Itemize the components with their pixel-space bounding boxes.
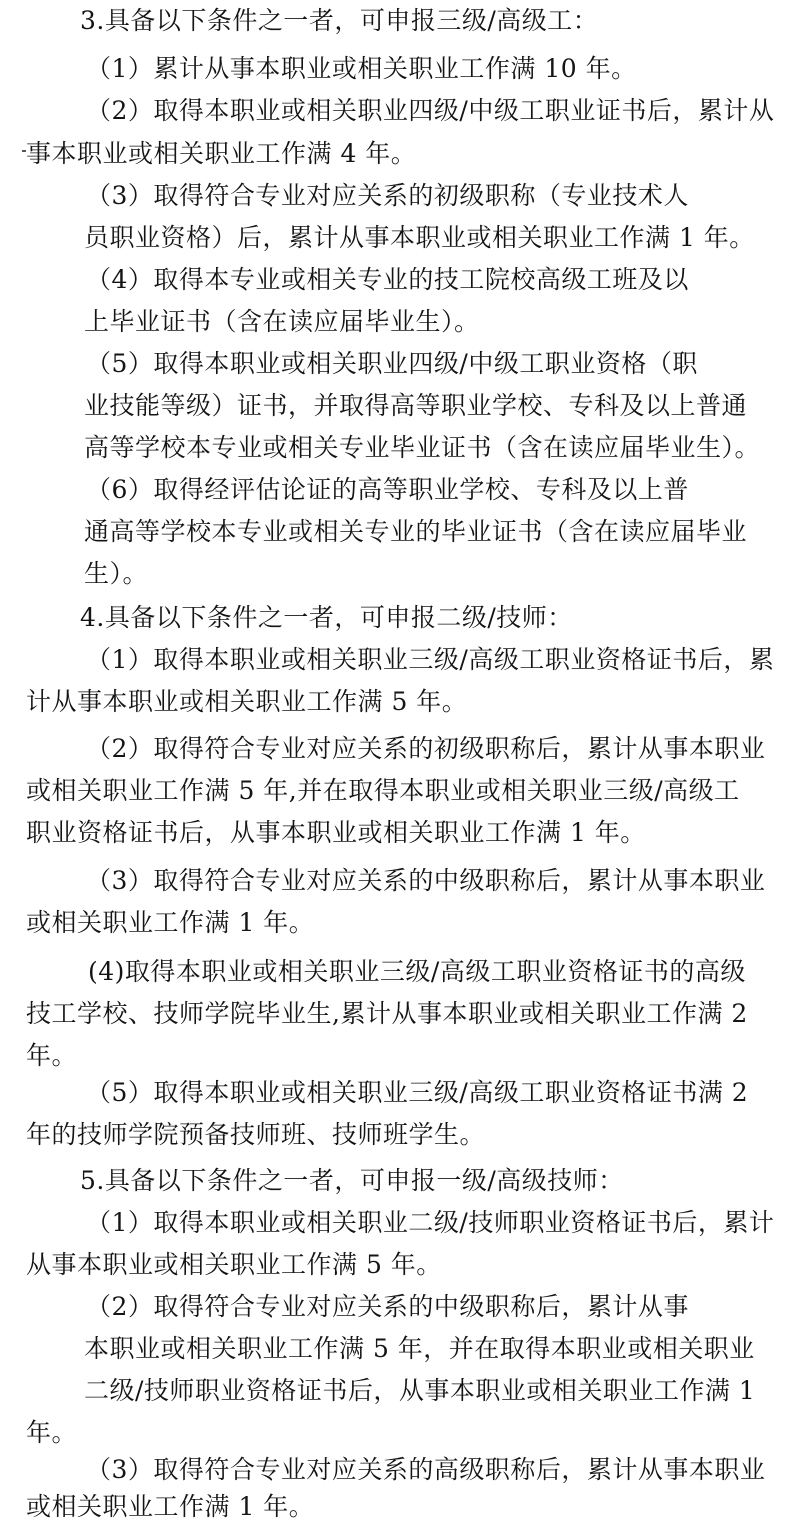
s4-item-2-line-2: 或相关职业工作满 5 年,并在取得本职业或相关职业三级/高级工	[26, 776, 740, 805]
s3-item-4-line-2: 上毕业证书（含在读应届毕业生）。	[84, 307, 480, 336]
s3-item-6-line-3: 生）。	[84, 559, 149, 588]
s3-item-2-line-2: 事本职业或相关职业工作满 4 年。	[26, 139, 417, 168]
s4-item-1-line-1: （1）取得本职业或相关职业三级/高级工职业资格证书后，累	[86, 645, 775, 674]
s5-item-2-line-4: 年。	[26, 1418, 78, 1447]
s5-item-2-line-3: 二级/技师职业资格证书后，从事本职业或相关职业工作满 1	[84, 1376, 756, 1405]
s4-item-2-line-3: 职业资格证书后，从事本职业或相关职业工作满 1 年。	[26, 818, 646, 847]
s3-item-3-line-2: 员职业资格）后，累计从事本职业或相关职业工作满 1 年。	[84, 223, 755, 252]
section-3-heading: 3.具备以下条件之一者，可申报三级/高级工：	[80, 6, 599, 35]
s5-item-3-line-1: （3）取得符合专业对应关系的高级职称后，累计从事本职业	[86, 1455, 766, 1484]
s4-item-1-line-2: 计从事本职业或相关职业工作满 5 年。	[26, 687, 468, 716]
s5-item-1-line-1: （1）取得本职业或相关职业二级/技师职业资格证书后，累计	[86, 1208, 775, 1237]
s4-item-5-line-2: 年的技师学院预备技师班、技师班学生。	[26, 1120, 486, 1149]
s3-item-5-line-2: 业技能等级）证书，并取得高等职业学校、专科及以上普通	[84, 391, 748, 420]
s4-item-4-line-3: 年。	[26, 1041, 78, 1070]
s5-item-2-line-1: （2）取得符合专业对应关系的中级职称后，累计从事	[86, 1292, 689, 1321]
s4-item-4-line-1: (4)取得本职业或相关职业三级/高级工职业资格证书的高级	[88, 957, 746, 986]
s3-item-6-line-2: 通高等学校本专业或相关专业的毕业证书（含在读应届毕业	[84, 517, 748, 546]
s5-item-3-line-2: 或相关职业工作满 1 年。	[26, 1492, 315, 1521]
s3-item-3-line-1: （3）取得符合专业对应关系的初级职称（专业技术人	[86, 181, 689, 210]
section-5-heading: 5.具备以下条件之一者，可申报一级/高级技师：	[80, 1166, 624, 1195]
s3-item-6-line-1: （6）取得经评估论证的高等职业学校、专科及以上普	[86, 475, 689, 504]
s4-item-2-line-1: （2）取得符合专业对应关系的初级职称后，累计从事本职业	[86, 734, 766, 763]
s3-item-2-line-1: （2）取得本职业或相关职业四级/中级工职业证书后，累计从	[86, 96, 775, 125]
s4-item-4-line-2: 技工学校、技师学院毕业生,累计从事本职业或相关职业工作满 2	[26, 999, 748, 1028]
s5-item-2-line-2: 本职业或相关职业工作满 5 年，并在取得本职业或相关职业	[84, 1334, 755, 1363]
s5-item-1-line-2: 从事本职业或相关职业工作满 5 年。	[26, 1250, 442, 1279]
s4-item-3-line-1: （3）取得符合专业对应关系的中级职称后，累计从事本职业	[86, 866, 766, 895]
section-4-heading: 4.具备以下条件之一者，可申报二级/技师：	[80, 603, 573, 632]
s3-item-5-line-3: 高等学校本专业或相关专业毕业证书（含在读应届毕业生）。	[84, 433, 761, 462]
s3-item-5-line-1: （5）取得本职业或相关职业四级/中级工职业资格（职	[86, 349, 698, 378]
s4-item-5-line-1: （5）取得本职业或相关职业三级/高级工职业资格证书满 2	[86, 1078, 749, 1107]
s4-item-3-line-2: 或相关职业工作满 1 年。	[26, 908, 315, 937]
s3-item-1: （1）累计从事本职业或相关职业工作满 10 年。	[86, 54, 637, 83]
s3-item-4-line-1: （4）取得本专业或相关专业的技工院校高级工班及以	[86, 265, 689, 294]
